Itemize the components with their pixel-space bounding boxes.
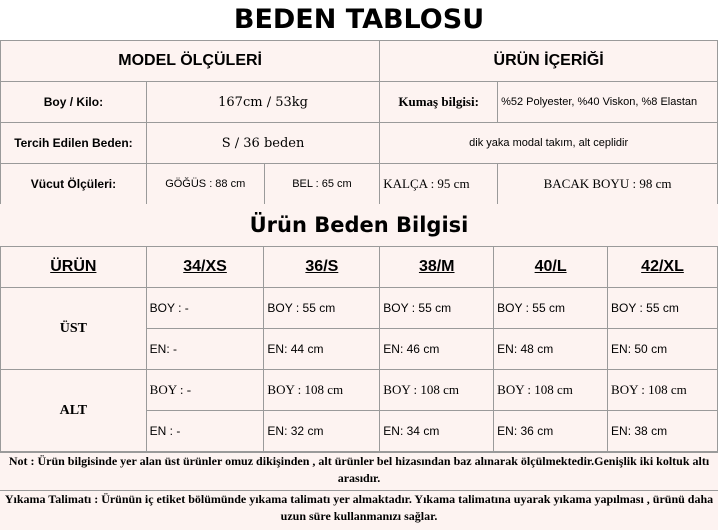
- product-content-header: ÜRÜN İÇERİĞİ: [380, 41, 718, 82]
- page-title: BEDEN TABLOSU: [0, 0, 718, 40]
- table-cell: EN: 46 cm: [380, 329, 494, 370]
- table-cell: EN: 34 cm: [380, 411, 494, 452]
- size-column-header: 42/XL: [608, 247, 718, 288]
- table-cell: EN: 44 cm: [264, 329, 380, 370]
- table-cell: EN: 38 cm: [608, 411, 718, 452]
- top-garment-label: ÜST: [1, 288, 147, 370]
- table-cell: EN: 32 cm: [264, 411, 380, 452]
- leg-length-value: BACAK BOYU : 98 cm: [498, 164, 718, 205]
- table-cell: EN : -: [146, 411, 264, 452]
- table-cell: EN: 48 cm: [494, 329, 608, 370]
- size-column-header: 38/M: [380, 247, 494, 288]
- table-cell: BOY : -: [146, 370, 264, 411]
- measurement-note: Not : Ürün bilgisinde yer alan üst ürünler omuz dikişinden , alt ürünler bel hizasından baz alınarak ölçülmektedir.Genişlik iki koltuk altı arasıdır.: [0, 452, 718, 489]
- table-cell: BOY : 55 cm: [608, 288, 718, 329]
- hip-value: KALÇA : 95 cm: [380, 164, 498, 205]
- model-measurements-header: MODEL ÖLÇÜLERİ: [1, 41, 380, 82]
- table-cell: BOY : -: [146, 288, 264, 329]
- table-cell: BOY : 55 cm: [494, 288, 608, 329]
- size-table: [0, 246, 718, 452]
- height-weight-value: 167cm / 53kg: [146, 82, 379, 123]
- table-cell: BOY : 108 cm: [608, 370, 718, 411]
- table-cell: BOY : 55 cm: [380, 288, 494, 329]
- size-column-header: 34/XS: [146, 247, 264, 288]
- table-cell: BOY : 108 cm: [264, 370, 380, 411]
- product-column-header: ÜRÜN: [1, 247, 147, 288]
- size-column-header: 40/L: [494, 247, 608, 288]
- table-row: [1, 370, 718, 411]
- table-row: [1, 288, 718, 329]
- size-info-title: Ürün Beden Bilgisi: [0, 204, 718, 246]
- table-cell: BOY : 108 cm: [494, 370, 608, 411]
- table-cell: BOY : 55 cm: [264, 288, 380, 329]
- preferred-size-value: S / 36 beden: [146, 123, 379, 164]
- table-cell: EN: 36 cm: [494, 411, 608, 452]
- product-description: dik yaka modal takım, alt ceplidir: [380, 123, 718, 164]
- table-cell: EN: 50 cm: [608, 329, 718, 370]
- chest-value: GÖĞÜS : 88 cm: [146, 164, 264, 205]
- washing-instructions: Yıkama Talimatı : Ürünün iç etiket bölümünde yıkama talimatı yer almaktadır. Yıkama talimatına uyarak yıkama yapılması , ürünü daha uzun süre kullanmanızı sağlar.: [0, 490, 718, 531]
- waist-value: BEL : 65 cm: [264, 164, 380, 205]
- body-measurements-label: Vücut Ölçüleri:: [1, 164, 147, 205]
- table-cell: BOY : 108 cm: [380, 370, 494, 411]
- size-header-row: [1, 247, 718, 288]
- model-info-table: [0, 40, 718, 205]
- table-cell: EN: -: [146, 329, 264, 370]
- size-column-header: 36/S: [264, 247, 380, 288]
- preferred-size-label: Tercih Edilen Beden:: [1, 123, 147, 164]
- bottom-garment-label: ALT: [1, 370, 147, 452]
- fabric-value: %52 Polyester, %40 Viskon, %8 Elastan: [498, 82, 718, 123]
- height-weight-label: Boy / Kilo:: [1, 82, 147, 123]
- fabric-label: Kumaş bilgisi:: [380, 82, 498, 123]
